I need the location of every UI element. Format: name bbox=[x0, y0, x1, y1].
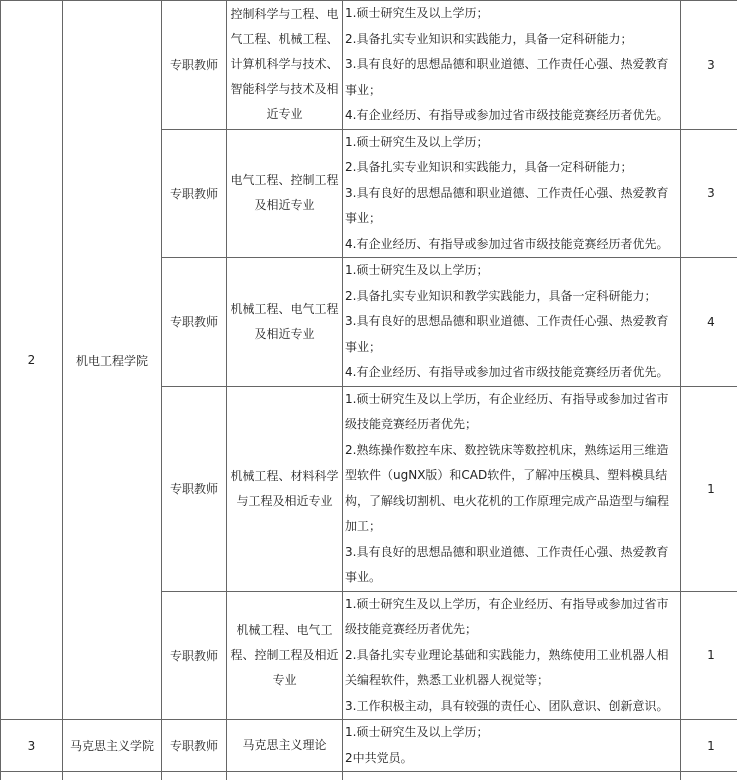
requirement-line: 2.具备扎实专业知识和教学实践能力，具备一定科研能力； bbox=[345, 284, 678, 310]
post-cell: 专职教师 bbox=[162, 591, 227, 720]
requirements-cell bbox=[343, 720, 681, 772]
requirement-line: 1.硕士研究生及以上学历； bbox=[345, 1, 678, 27]
requirement-line: 4.有企业经历、有指导或参加过省市级技能竞赛经历者优先。 bbox=[345, 360, 678, 386]
cut-cell bbox=[1, 772, 63, 780]
requirement-line: 3.具有良好的思想品德和职业道德、工作责任心强、热爱教育事业； bbox=[345, 52, 678, 103]
row-number-cell: 2 bbox=[1, 1, 63, 720]
requirements-cell bbox=[343, 129, 681, 258]
requirement-line: 3.具有良好的思想品德和职业道德、工作责任心强、热爱教育事业。 bbox=[345, 540, 678, 591]
requirement-line: 2.熟练操作数控车床、数控铣床等数控机床，熟练运用三维造型软件（ugNX版）和CAD软件，了解冲压模具、塑料模具结构，了解线切割机、电火花机的工作原理完成产品造型与编程加工； bbox=[345, 438, 678, 540]
requirement-line: 2.具备扎实专业知识和实践能力，具备一定科研能力； bbox=[345, 155, 678, 181]
requirement-line: 4.有企业经历、有指导或参加过省市级技能竞赛经历者优先。 bbox=[345, 103, 678, 129]
requirements-cell bbox=[343, 258, 681, 387]
cut-cell bbox=[227, 772, 343, 780]
major-cell: 机械工程、电气工程、控制工程及相近专业 bbox=[227, 591, 343, 720]
count-cell: 3 bbox=[681, 129, 737, 258]
requirement-line: 3.具有良好的思想品德和职业道德、工作责任心强、热爱教育事业； bbox=[345, 309, 678, 360]
college-cell: 马克思主义学院 bbox=[63, 720, 162, 772]
cut-cell bbox=[343, 772, 681, 780]
cut-cell bbox=[681, 772, 737, 780]
count-cell: 4 bbox=[681, 258, 737, 387]
requirements-cell bbox=[343, 386, 681, 591]
count-cell: 3 bbox=[681, 1, 737, 130]
requirement-line: 1.硕士研究生及以上学历，有企业经历、有指导或参加过省市级技能竞赛经历者优先； bbox=[345, 387, 678, 438]
count-cell: 1 bbox=[681, 386, 737, 591]
count-cell: 1 bbox=[681, 591, 737, 720]
table-row bbox=[1, 720, 737, 772]
college-cell: 机电工程学院 bbox=[63, 1, 162, 720]
count-cell: 1 bbox=[681, 720, 737, 772]
post-cell: 专职教师 bbox=[162, 386, 227, 591]
post-cell: 专职教师 bbox=[162, 258, 227, 387]
table-row-cut bbox=[1, 772, 737, 780]
requirements-cell bbox=[343, 591, 681, 720]
cut-cell bbox=[63, 772, 162, 780]
table-row bbox=[1, 1, 737, 130]
cut-cell bbox=[162, 772, 227, 780]
requirement-line: 4.有企业经历、有指导或参加过省市级技能竞赛经历者优先。 bbox=[345, 232, 678, 258]
major-cell: 机械工程、电气工程及相近专业 bbox=[227, 258, 343, 387]
requirement-line: 2.具备扎实专业理论基础和实践能力，熟练使用工业机器人相关编程软件，熟悉工业机器人视觉等； bbox=[345, 643, 678, 694]
requirement-line: 2.具备扎实专业知识和实践能力，具备一定科研能力； bbox=[345, 27, 678, 53]
post-cell: 专职教师 bbox=[162, 1, 227, 130]
requirement-line: 3.工作积极主动，具有较强的责任心、团队意识、创新意识。 bbox=[345, 694, 678, 720]
major-cell: 马克思主义理论 bbox=[227, 720, 343, 772]
requirement-line: 1.硕士研究生及以上学历； bbox=[345, 130, 678, 156]
requirement-line: 2中共党员。 bbox=[345, 746, 678, 772]
major-cell: 电气工程、控制工程及相近专业 bbox=[227, 129, 343, 258]
row-number-cell: 3 bbox=[1, 720, 63, 772]
post-cell: 专职教师 bbox=[162, 720, 227, 772]
major-cell: 机械工程、材料科学与工程及相近专业 bbox=[227, 386, 343, 591]
requirement-line: 1.硕士研究生及以上学历； bbox=[345, 720, 678, 746]
requirement-line: 1.硕士研究生及以上学历，有企业经历、有指导或参加过省市级技能竞赛经历者优先； bbox=[345, 592, 678, 643]
requirements-cell bbox=[343, 1, 681, 130]
requirement-line: 3.具有良好的思想品德和职业道德、工作责任心强、热爱教育事业； bbox=[345, 181, 678, 232]
major-cell: 控制科学与工程、电气工程、机械工程、计算机科学与技术、智能科学与技术及相近专业 bbox=[227, 1, 343, 130]
post-cell: 专职教师 bbox=[162, 129, 227, 258]
requirement-line: 1.硕士研究生及以上学历； bbox=[345, 258, 678, 284]
